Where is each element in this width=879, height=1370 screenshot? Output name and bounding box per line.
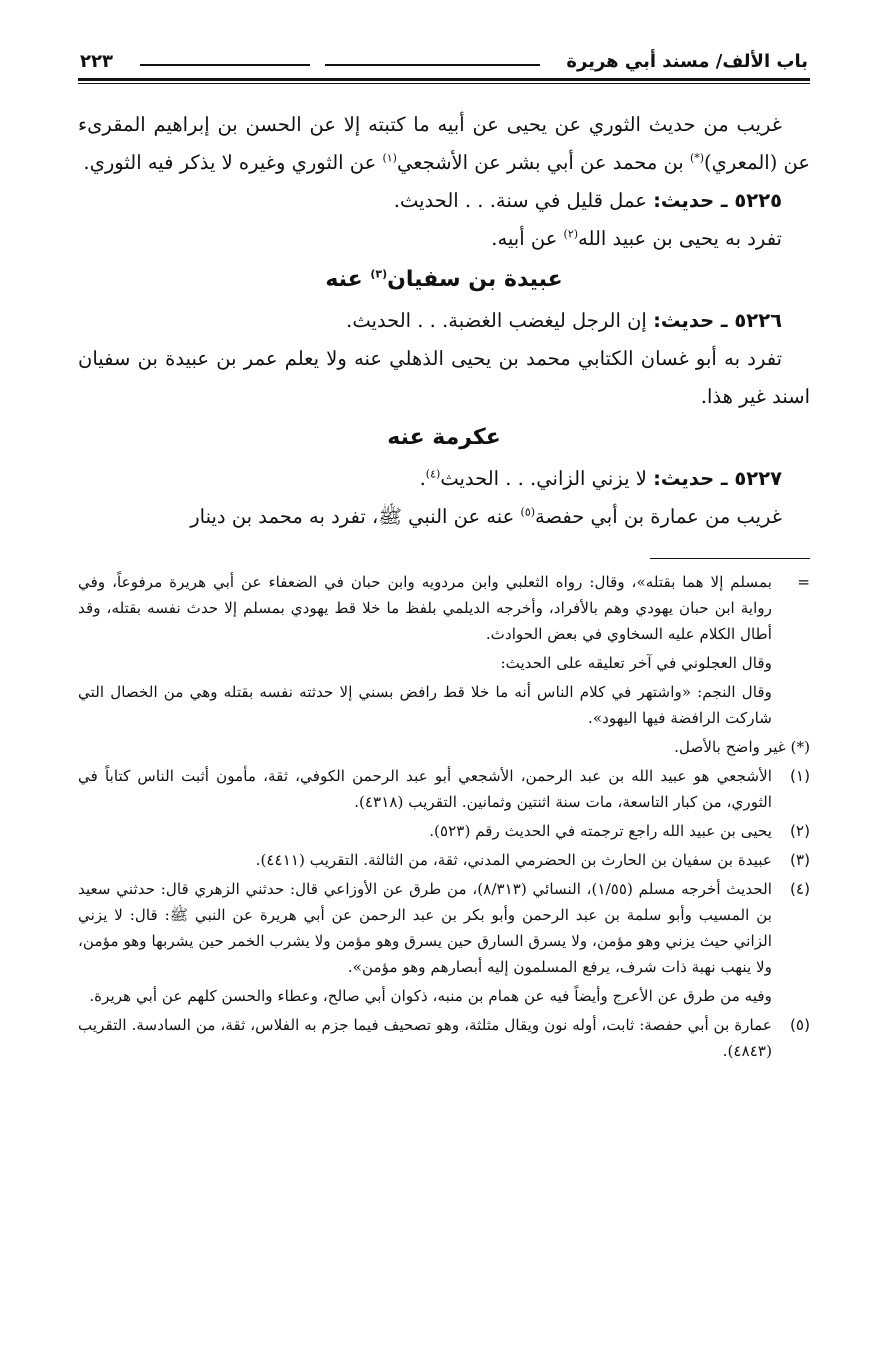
footnote-3: (٣) عبيدة بن سفيان بن الحارث بن الحضرمي المدني، ثقة، من الثالثة. التقريب (٤٤١١). (78, 847, 810, 873)
book-page (78, 40, 810, 1067)
footnote-ref: (*) (689, 151, 705, 165)
paragraph: تفرد به أبو غسان الكتابي محمد بن يحيى الذهلي عنه ولا يعلم عمر بن عبيدة بن سفيان اسند غير هذا. (78, 347, 810, 408)
paragraph: غريب من حديث الثوري عن يحيى عن أبيه ما كتبته إلا عن الحسن بن إبراهيم المقرىء عن (المعري)(*) بن محمد عن أبي بشر عن الأشجعي$^{(١)}$ عن الثوري وغيره لا يذكر فيه الثوري. (78, 113, 810, 174)
footnote-2: (٢) يحيى بن عبيد الله راجع ترجمته في الحديث رقم (٥٢٣). (78, 818, 810, 844)
running-title: باب الألف/ مسند أبي هريرة (566, 51, 808, 72)
footnote-ref: (٣) (370, 267, 388, 281)
footnote-separator (650, 558, 810, 559)
header-rule-thin (78, 83, 810, 84)
hadith-number: ٥٢٢٦ ـ حديث: (653, 309, 782, 332)
header-rule (78, 78, 810, 81)
footnote-text: وقال النجم: «واشتهر في كلام الناس أنه ما خلا قط رافض بسني إلا حدثته نفسه بقتله وهي من الخصال التي شاركت الرافضة فيها اليهود». (78, 683, 772, 727)
footnote-1: (١) الأشجعي هو عبيد الله بن عبد الرحمن، الأشجعي أبو عبد الرحمن الكوفي، ثقة، مأمون أثبت الناس كتاباً في الثوري، من كبار التاسعة، مات سنة اثنتين وثمانين. التقريب (٤٣١٨). (78, 763, 810, 815)
hadith-entry-5225: ٥٢٢٥ ـ حديث: عمل قليل في سنة. . . الحديث. (393, 189, 782, 212)
footnotes (78, 569, 810, 1064)
footnote-text: وقال العجلوني في آخر تعليقه على الحديث: (500, 654, 772, 672)
footnote-4: (٤) الحديث أخرجه مسلم (١/٥٥)، النسائي (٨/٣١٣)، من طرق عن الأوزاعي قال: حدثني الزهري قال: حدثني سعيد بن المسيب وأبو سلمة بن عبد الرحمن وأبو بكر بن عبد الرحمن عن أبي هريرة عن النبي ﷺ: قال: لا يزني الزاني حيث يزني وهو مؤمن، ولا يسرق السارق حين يسرق وهو مؤمن ولا يشرب الخمر حين يشربها وهو مؤمن، ولا ينهب نهبة ذات شرف، يرفع المسلمون إليه أبصارهم وهو مؤمن». (78, 876, 810, 980)
hadith-number: ٥٢٢٧ ـ حديث: (653, 467, 782, 490)
page-number: ٢٢٣ (80, 51, 113, 72)
footnote-ref: (٤) (425, 467, 441, 481)
footnote-continued: = بمسلم إلا هما بقتله»، وقال: رواه الثعلبي وابن مردويه وابن حبان في الضعفاء عن أبي هريرة مرفوعاً، وفي رواية ابن حبان يهودي وهم بالأفراد، وأخرجه الديلمي بلفظ ما خلا قط يهودي بمسلم إلا حدث نفسه بقتله، وقد أطال الكلام عليه السخاوي في بعض الحوادث. (78, 569, 810, 647)
footnote-marker: (٢) (789, 822, 810, 840)
footnote-5: (٥) عمارة بن أبي حفصة: ثابت، أوله نون ويقال مثلثة، وهو تصحيف فيما جزم به الفلاس، ثقة، من السادسة. التقريب (٤٨٤٣). (78, 1012, 810, 1064)
paragraph: تفرد به يحيى بن عبيد الله$^{(٢)}$ عن أبيه. (491, 227, 782, 250)
section-heading: عبيدة بن سفيان$^{(٣)}$ عنه (325, 267, 563, 292)
hadith-entry-5227: ٥٢٢٧ ـ حديث: لا يزني الزاني. . . الحديث$^{(٤)}$. (419, 467, 782, 490)
footnote-marker: (١) (789, 767, 810, 785)
page-header (78, 40, 810, 72)
hadith-entry-5226: ٥٢٢٦ ـ حديث: إن الرجل ليغضب الغضبة. . . الحديث. (346, 309, 782, 332)
footnote-marker: (٥) (789, 1016, 810, 1034)
hadith-number: ٥٢٢٥ ـ حديث: (653, 189, 782, 212)
footnote-4-continued: وفيه من طرق عن الأعرج وأيضاً فيه عن همام بن منبه، ذكوان أبي صالح، وعطاء والحسن كلهم عن أبي هريرة. (89, 987, 772, 1005)
footnote-ref: (١) (382, 151, 397, 165)
footnote-star: (*) غير واضح بالأصل. (674, 738, 810, 756)
paragraph: غريب من عمارة بن أبي حفصة$^{(٥)}$ عنه عن النبي ﷺ، تفرد به محمد بن دينار (190, 505, 782, 528)
footnote-ref: (٢) (563, 227, 579, 241)
footnote-marker: = (797, 573, 810, 591)
footnote-ref: (٥) (520, 505, 536, 519)
header-line (325, 64, 540, 66)
footnote-marker: (٣) (789, 851, 810, 869)
header-line (140, 64, 310, 66)
section-heading: عكرمة عنه (387, 425, 501, 450)
footnote-marker: (٤) (789, 880, 810, 898)
main-text (78, 106, 810, 536)
